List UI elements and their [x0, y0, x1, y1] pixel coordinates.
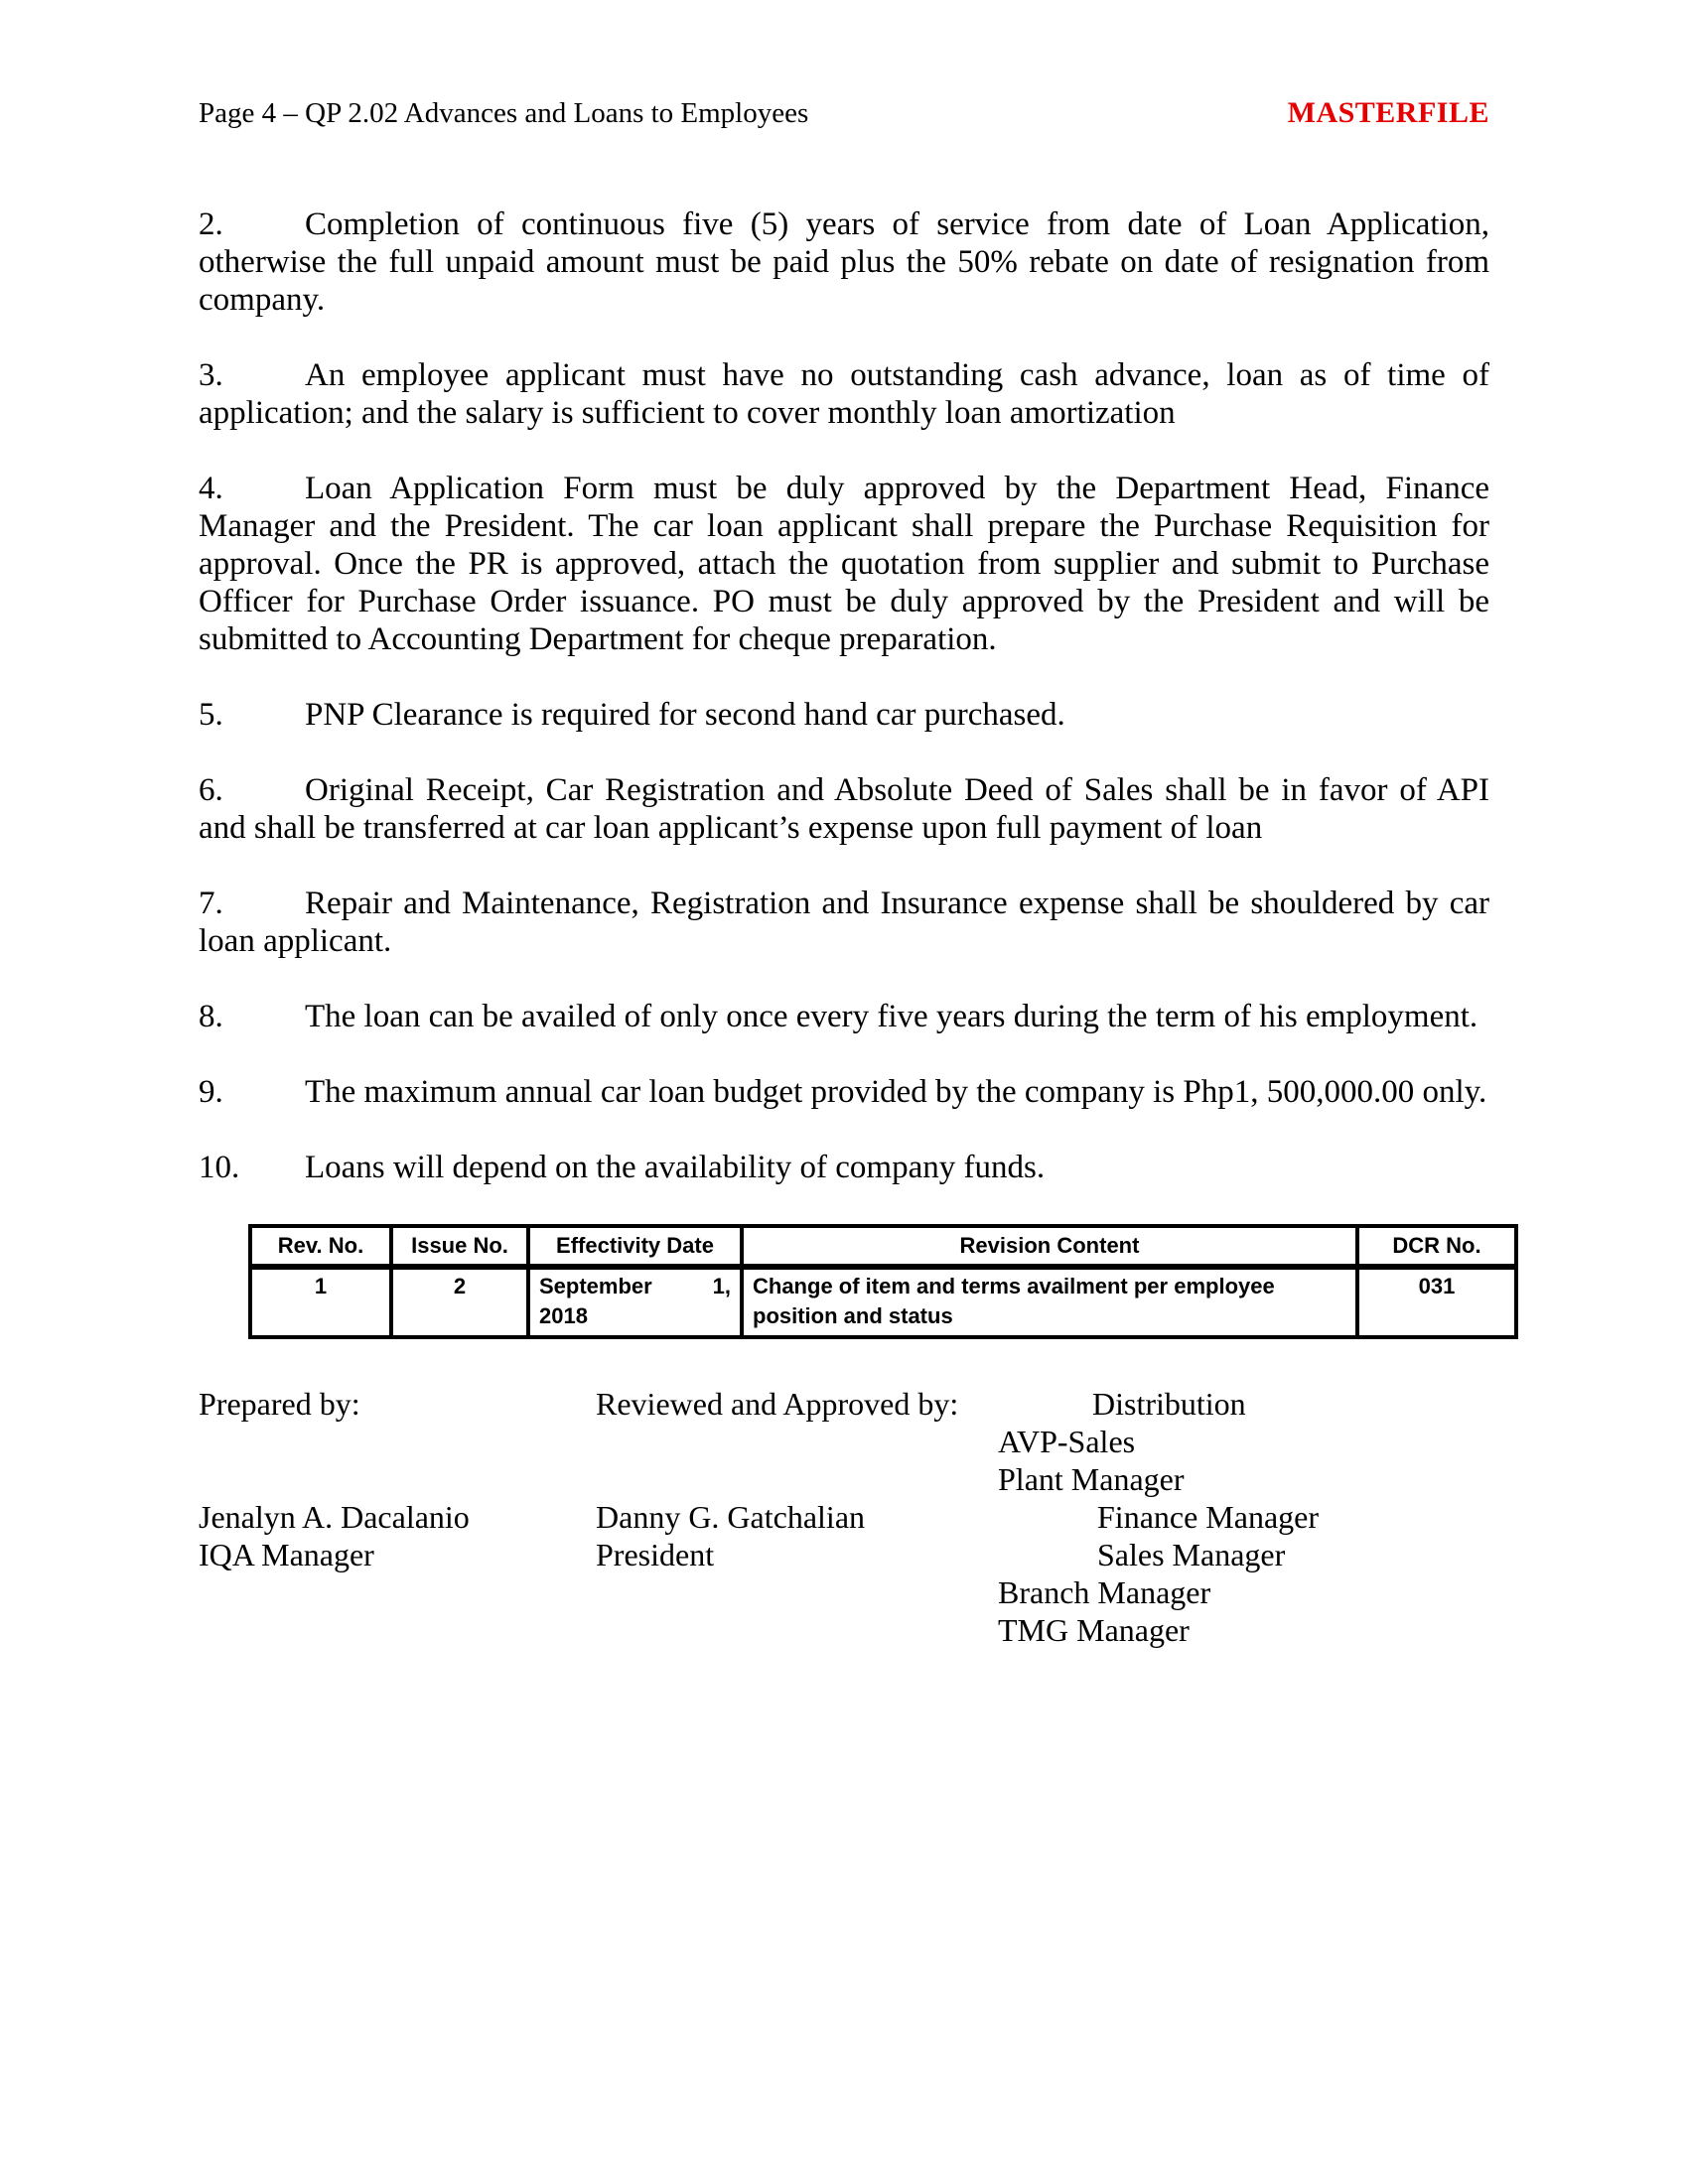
distribution-item-branch-manager: Branch Manager [998, 1574, 1211, 1610]
policy-item-number: 2. [199, 206, 223, 242]
distribution-item-finance-manager: Finance Manager [1097, 1499, 1320, 1535]
reviewed-by-title: President [596, 1537, 715, 1572]
policy-item-number: 6. [199, 772, 223, 808]
column-header-issue-no: Issue No. [391, 1226, 528, 1267]
reviewed-by-name: Danny G. Gatchalian [596, 1499, 866, 1535]
policy-item-text: PNP Clearance is required for second hand car purchased. [305, 697, 1065, 733]
policy-item-7 [199, 885, 1489, 960]
distribution-label: Distribution [1092, 1386, 1246, 1422]
column-header-revision-content: Revision Content [742, 1226, 1357, 1267]
policy-item-text: The maximum annual car loan budget provided by the company is Php1, 500,000.00 only. [305, 1074, 1487, 1110]
prepared-by-label: Prepared by: [199, 1386, 360, 1422]
distribution-item-plant-manager: Plant Manager [998, 1461, 1185, 1497]
effectivity-date-line1 [539, 1272, 731, 1301]
document-content [199, 0, 1489, 1673]
policy-item-3 [199, 356, 1489, 432]
policy-item-number: 3. [199, 357, 223, 393]
distribution-item-tmg-manager: TMG Manager [998, 1612, 1190, 1648]
effectivity-day: 1, [712, 1274, 731, 1298]
policy-item-text: An employee applicant must have no outstanding cash advance, loan as of time of application; and the salary is sufficient to cover monthly loan amortization [199, 357, 1489, 431]
column-header-rev-no: Rev. No. [250, 1226, 391, 1267]
table-row [250, 1267, 1516, 1337]
policy-item-8 [199, 998, 1489, 1035]
column-header-effectivity-date: Effectivity Date [528, 1226, 742, 1267]
policy-item-text: Original Receipt, Car Registration and Absolute Deed of Sales shall be in favor of API and shall be transferred at car loan applicant’s expense upon full payment of loan [199, 772, 1489, 846]
signature-block [199, 1385, 1489, 1673]
revision-history-table [248, 1224, 1518, 1339]
distribution-item-sales-manager: Sales Manager [1097, 1537, 1286, 1572]
effectivity-year: 2018 [539, 1303, 588, 1328]
prepared-by-title: IQA Manager [199, 1537, 374, 1572]
table-header-row [250, 1226, 1516, 1267]
policy-item-text: Loan Application Form must be duly approved by the Department Head, Finance Manager and the President. The car loan applicant shall prepare the Purchase Requisition for approval. Once the PR is approved, attach the quotation from supplier and submit to Purchase Officer for Purchase Order issuance. PO must be duly approved by the President and will be submitted to Accounting Department for cheque preparation. [199, 471, 1489, 657]
masterfile-stamp: MASTERFILE [1287, 96, 1489, 129]
effectivity-month: September [539, 1274, 652, 1298]
policy-item-5 [199, 696, 1489, 734]
policy-item-text: Repair and Maintenance, Registration and Insurance expense shall be shouldered by car loan applicant. [199, 886, 1489, 959]
policy-item-text: The loan can be availed of only once every five years during the term of his employment. [305, 999, 1478, 1034]
policy-item-number: 5. [199, 697, 223, 733]
cell-revision-content: Change of item and terms availment per employee position and status [742, 1267, 1357, 1337]
column-header-dcr-no: DCR No. [1357, 1226, 1516, 1267]
policy-item-number: 4. [199, 471, 223, 506]
cell-effectivity-date [528, 1267, 742, 1337]
page-header-title: Page 4 – QP 2.02 Advances and Loans to Employees [199, 97, 809, 129]
policy-item-9 [199, 1073, 1489, 1111]
cell-dcr-no: 031 [1357, 1267, 1516, 1337]
policy-item-number: 8. [199, 999, 223, 1034]
distribution-item-avp-sales: AVP-Sales [998, 1424, 1136, 1459]
policy-item-text: Completion of continuous five (5) years of service from date of Loan Application, otherwise the full unpaid amount must be paid plus the 50% rebate on date of resignation from company. [199, 206, 1489, 318]
policy-item-10 [199, 1149, 1489, 1186]
policy-item-2 [199, 205, 1489, 319]
policy-item-6 [199, 771, 1489, 847]
policy-item-text: Loans will depend on the availability of company funds. [305, 1150, 1046, 1185]
prepared-by-name: Jenalyn A. Dacalanio [199, 1499, 470, 1535]
reviewed-by-label: Reviewed and Approved by: [596, 1386, 959, 1422]
cell-rev-no: 1 [250, 1267, 391, 1337]
policy-item-4 [199, 470, 1489, 658]
policy-item-number: 7. [199, 886, 223, 921]
policy-item-number: 10. [199, 1150, 240, 1185]
policy-item-number: 9. [199, 1074, 223, 1110]
cell-issue-no: 2 [391, 1267, 528, 1337]
page-header [199, 95, 1489, 131]
